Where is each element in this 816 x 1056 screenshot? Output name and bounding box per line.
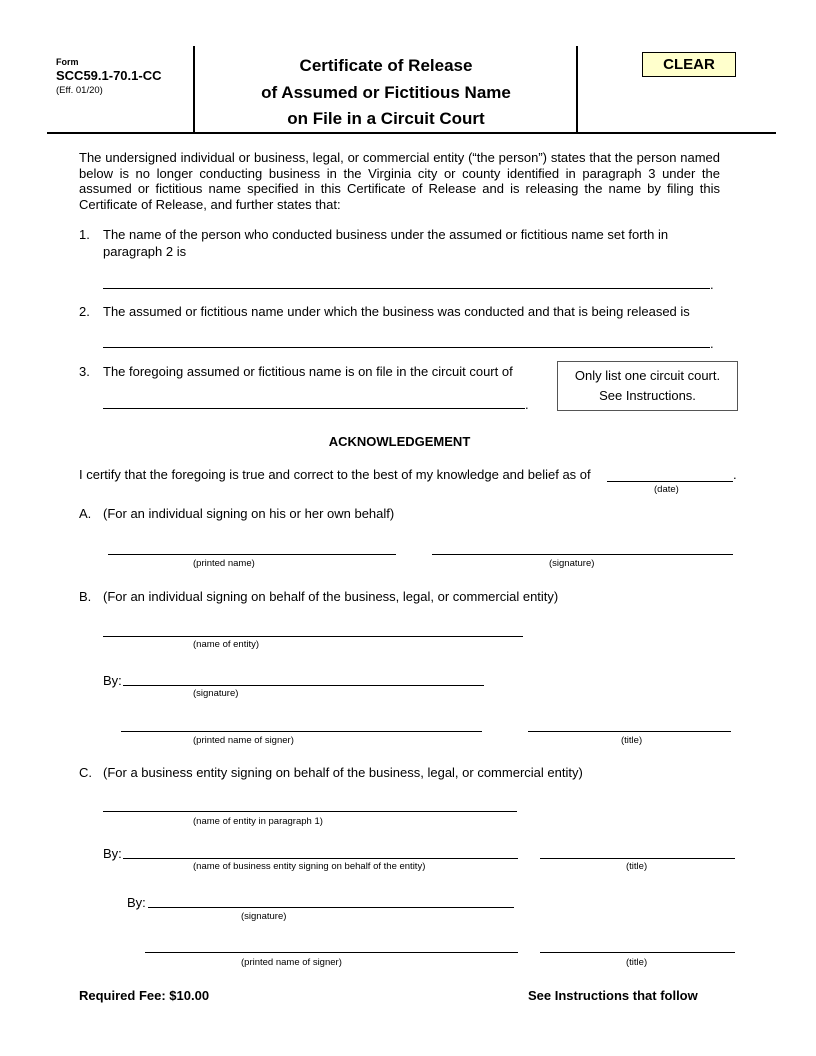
section-c-signature-caption: (signature): [241, 911, 287, 922]
item1-person-name-field[interactable]: [103, 288, 710, 289]
section-b-label: (For an individual signing on behalf of the business, legal, or commercial entity): [103, 589, 559, 604]
section-b-signature-field[interactable]: [123, 685, 484, 686]
section-c-by-label2: By:: [127, 895, 146, 910]
page-title-line3: on File in a Circuit Court: [287, 109, 485, 128]
note-line2: See Instructions.: [599, 388, 696, 403]
section-a-printed-name-caption: (printed name): [193, 558, 255, 569]
item2-number: 2.: [79, 304, 90, 319]
date-caption: (date): [654, 484, 679, 495]
note-line1: Only list one circuit court.: [574, 368, 721, 383]
form-number: SCC59.1-70.1-CC: [56, 68, 162, 83]
header-divider-left: [193, 46, 195, 133]
section-a-signature-caption: (signature): [549, 558, 595, 569]
acknowledgement-heading: ACKNOWLEDGEMENT: [328, 434, 471, 449]
section-c-title-caption2: (title): [626, 957, 648, 968]
section-c-label: (For a business entity signing on behalf of the business, legal, or commercial entity): [103, 765, 583, 780]
section-b-printed-signer-field[interactable]: [121, 731, 482, 732]
section-c-by-label: By:: [103, 846, 122, 861]
section-a-signature-field[interactable]: [432, 554, 733, 555]
item1-text: The name of the person who conducted business under the assumed or fictitious name set forth in: [103, 227, 669, 242]
section-b-printed-signer-caption: (printed name of signer): [193, 735, 294, 746]
clear-button[interactable]: CLEAR: [642, 52, 736, 77]
item3-period: .: [525, 397, 529, 412]
item2-assumed-name-field[interactable]: [103, 347, 710, 348]
section-c-printed-signer-caption: (printed name of signer): [241, 957, 342, 968]
page-title: [196, 53, 576, 133]
intro-paragraph: The undersigned individual or business, legal, or commercial entity (“the person”) states that the person named below is no longer conducting business in the Virginia city or county identified in paragraph 3 under the assumed or fictitious name specified in this Certificate of Release and is releasing the name by filing this Certificate of Release, and further states that:: [79, 150, 720, 212]
required-fee: Required Fee: $10.00: [79, 988, 210, 1003]
item2-text: The assumed or fictitious name under which the business was conducted and that is being released is: [103, 304, 690, 319]
section-c-business-entity-caption: (name of business entity signing on behalf of the entity): [193, 861, 426, 872]
section-b-signature-caption: (signature): [193, 688, 239, 699]
item1-number: 1.: [79, 227, 90, 242]
section-b-letter: B.: [79, 589, 92, 604]
item1-period: .: [710, 277, 714, 292]
date-period: .: [733, 467, 737, 482]
section-c-entity-caption: (name of entity in paragraph 1): [193, 816, 323, 827]
circuit-court-note-box: [557, 361, 738, 411]
item3-circuit-court-field[interactable]: [103, 408, 525, 409]
item3-number: 3.: [79, 364, 90, 379]
page-title-line2: of Assumed or Fictitious Name: [261, 82, 511, 102]
section-c-entity-field[interactable]: [103, 811, 517, 812]
section-c-title-caption: (title): [626, 861, 648, 872]
certify-text: I certify that the foregoing is true and correct to the best of my knowledge and belief as of: [79, 467, 591, 482]
section-a-letter: A.: [79, 506, 92, 521]
instructions-note: See Instructions that follow: [528, 988, 698, 1003]
item1-text-cont: paragraph 2 is: [103, 244, 187, 259]
item3-text: The foregoing assumed or fictitious name is on file in the circuit court of: [103, 364, 513, 379]
section-a-printed-name-field[interactable]: [108, 554, 396, 555]
form-label: Form: [56, 57, 79, 67]
section-b-entity-caption: (name of entity): [193, 639, 259, 650]
section-c-signature-field[interactable]: [148, 907, 514, 908]
item2-period: .: [710, 336, 714, 351]
form-effective-date: (Eff. 01/20): [56, 85, 103, 96]
section-b-title-field[interactable]: [528, 731, 731, 732]
page-title-line1: Certificate of Release: [299, 56, 473, 75]
section-b-by-label: By:: [103, 673, 122, 688]
section-c-business-entity-field[interactable]: [123, 858, 518, 859]
section-c-title-field[interactable]: [540, 858, 735, 859]
section-b-title-caption: (title): [621, 735, 643, 746]
section-a-label: (For an individual signing on his or her own behalf): [103, 506, 395, 521]
section-c-printed-signer-field[interactable]: [145, 952, 518, 953]
date-field[interactable]: [607, 481, 733, 482]
section-c-title-field2[interactable]: [540, 952, 735, 953]
section-c-letter: C.: [79, 765, 92, 780]
header-divider-right: [576, 46, 578, 133]
section-b-entity-field[interactable]: [103, 636, 523, 637]
